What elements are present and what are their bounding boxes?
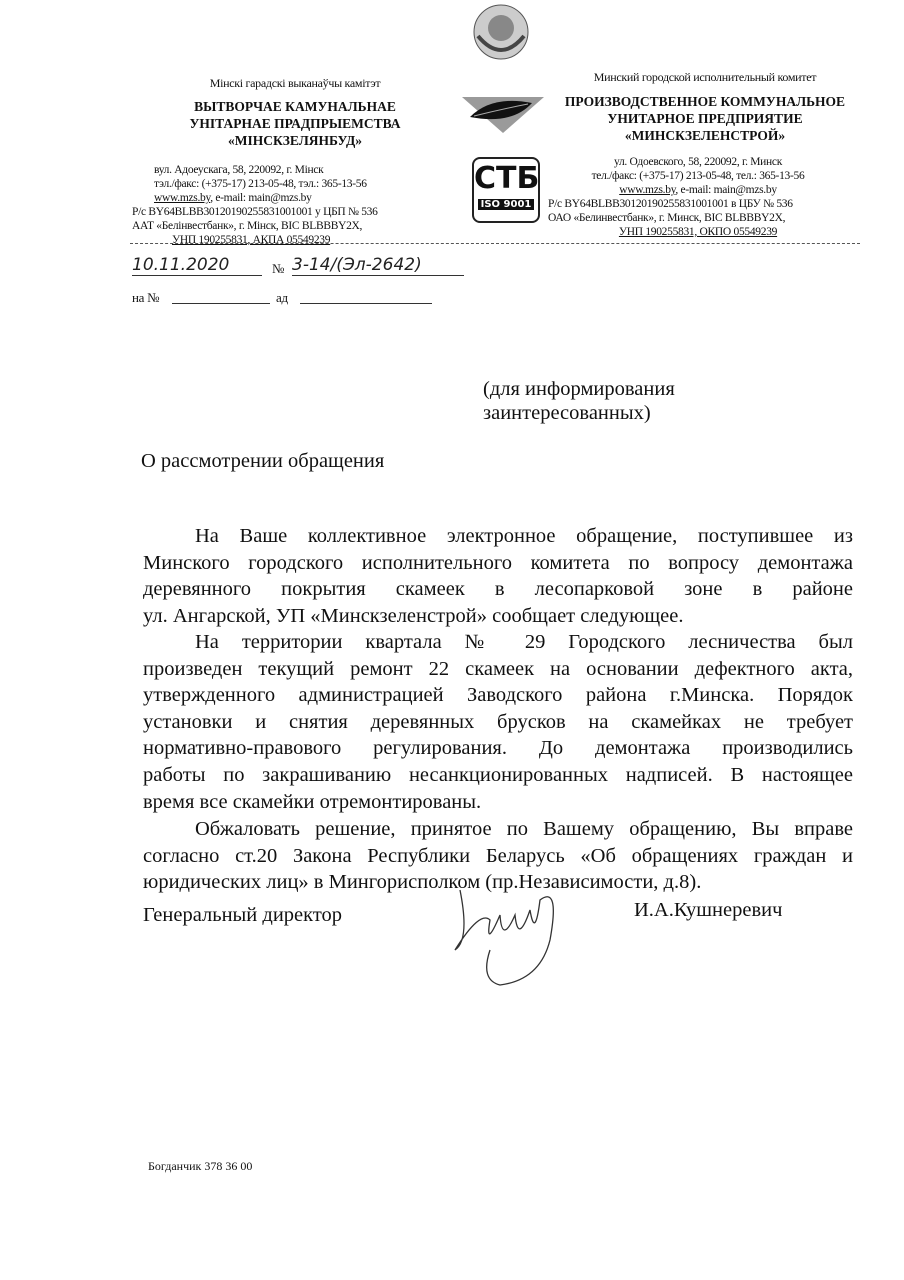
stb-mark: СТБ [474,161,540,196]
left-account: P/c BY64BLBB30120190255831001001 у ЦБП № 536 [132,206,378,218]
body-line: время все скамейки отремонтированы. [143,790,482,813]
subject: О рассмотрении обращения [141,450,385,472]
right-email: , e-mail: main@mzs.by [675,184,777,196]
left-phone: тэл./факс: (+375-17) 213-05-48, тэл.: 365-13-56 [154,178,367,190]
left-bank: ААТ «Белінвестбанк», г. Мінск, ВІС BLBBBY2X, [132,220,363,232]
left-org-line: УНІТАРНАЕ ПРАДПРЫЕМСТВА [189,116,401,131]
stb-iso-logo [472,157,540,223]
left-committee: Мінскі гарадскі выканаўчы камітэт [209,76,381,90]
left-org-line: «МІНСКЗЕЛЯНБУД» [227,133,363,148]
left-web-link[interactable]: www.mzs.by [154,192,211,204]
signatory-name: И.А.Кушнеревич [634,899,783,921]
left-address: вул. Адоеускага, 58, 220092, г. Мінск [154,164,324,176]
ref-no-blank [172,303,270,304]
ref-from-label: ад [276,290,288,305]
right-committee: Минский городской исполнительный комитет [593,70,817,84]
body-line: установки и снятия деревянных брусков на скамейках не требует [143,710,853,733]
reg-date: 10.11.2020 [132,255,262,276]
right-contacts [548,155,848,239]
iso-label: ISO 9001 [478,199,534,210]
left-email: , e-mail: main@mzs.by [210,192,312,204]
right-address: ул. Одоевского, 58, 220092, г. Минск [614,156,782,168]
right-account: P/c BY64BLBB30120190255831001001 в ЦБУ № 536 [548,198,793,210]
right-bank: ОАО «Белинвестбанк», г. Минск, ВІС BLBBBY2X, [548,212,786,224]
body-line: деревянного покрытия скамеек в лесопарковой зоне в районе [143,578,853,601]
addressee-line: заинтересованных) [483,402,651,424]
body-line: нормативно-правового регулирования. До демонтажа производились [143,737,853,760]
ref-no-label: на № [132,290,160,305]
reg-number: 3-14/(Эл-2642) [292,255,464,276]
body-line: ул. Ангарской, УП «Минскзеленстрой» сообщает следующее. [143,604,684,627]
reg-no-label: № [272,261,285,276]
right-web-link[interactable]: www.mzs.by [619,184,676,196]
right-org-line: «МИНСКЗЕЛЕНСТРОЙ» [624,128,786,143]
body-line: Минского городского исполнительного комитета по вопросу демонтажа [143,551,853,574]
ref-from-blank [300,303,432,304]
body-line: юридических лиц» в Мингорисполком (пр.Независимости, д.8). [143,871,702,894]
addressee-line: (для информирования [483,378,675,400]
signatory-position: Генеральный директор [143,904,343,926]
body-line: произведен текущий ремонт 22 скамеек на основании дефектного акта, [143,657,853,680]
state-emblem [470,2,532,64]
handwritten-signature [440,880,580,995]
left-org-name [150,98,440,149]
body-line: Обжаловать решение, принятое по Вашему обращению, Вы вправе [195,818,853,840]
left-contacts [132,163,452,247]
body-line: утвержденного администрацией Заводского района г.Минска. Порядок [143,684,853,707]
executor-contact: Богданчик 378 36 00 [148,1159,253,1173]
right-ids: УНП 190255831, ОКПО 05549239 [618,226,778,238]
body-line: На Ваше коллективное электронное обращение, поступившее из [195,525,853,547]
right-phone: тел./факс: (+375-17) 213-05-48, тел.: 365-13-56 [591,170,805,182]
leaf-logo [462,95,544,140]
left-org-line: ВЫТВОРЧАЕ КАМУНАЛЬНАЕ [194,99,396,114]
body-line: согласно ст.20 Закона Республики Беларусь «Об обращениях граждан и [143,844,853,867]
left-ids: УНП 190255831, АКПА 05549239 [172,234,331,246]
body-line: работы по закрашиванию несанкционированных надписей. В настоящее [143,764,853,786]
header-divider [130,243,860,244]
right-org-line: ПРОИЗВОДСТВЕННОЕ КОММУНАЛЬНОЕ [564,94,846,109]
right-org-line: УНИТАРНОЕ ПРЕДПРИЯТИЕ [607,111,803,126]
right-org-name [555,93,855,144]
body-line: На территории квартала № 29 Городского лесничества был [195,631,853,653]
